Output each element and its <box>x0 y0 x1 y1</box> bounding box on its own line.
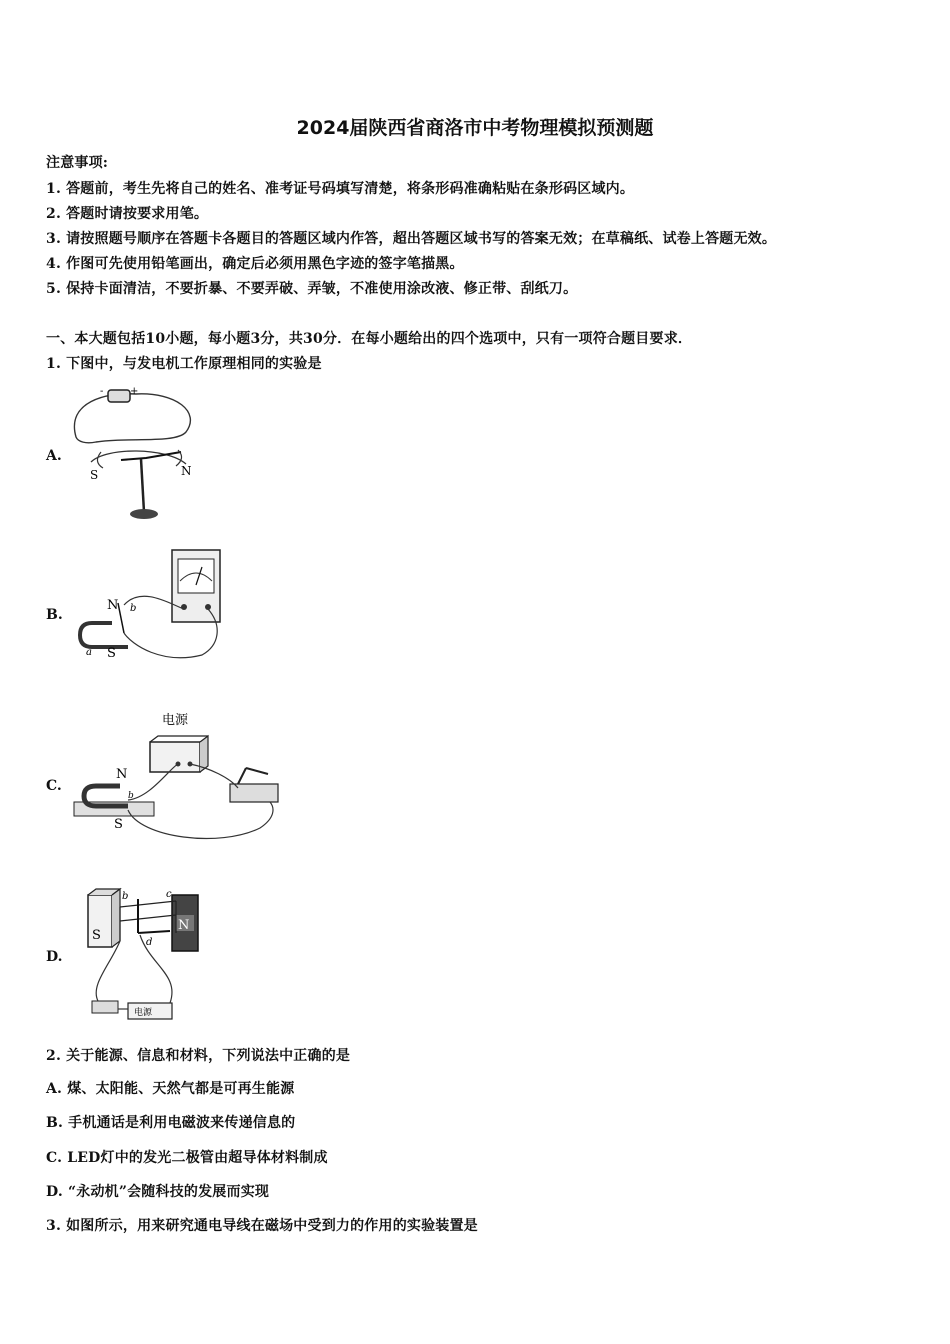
notice-item-4: 4. 作图可先使用铅笔画出，确定后必须用黑色字迹的签字笔描黑。 <box>46 256 464 272</box>
fig-d-s: S <box>92 928 101 943</box>
notice-item-2: 2. 答题时请按要求用笔。 <box>46 206 209 222</box>
notice-item-3: 3. 请按照题号顺序在答题卡各题目的答题区域内作答，超出答题区域书写的答案无效；在草稿纸、试卷上答题无效。 <box>46 231 777 247</box>
q1-option-c-figure <box>70 708 290 848</box>
fig-c-n: N <box>116 767 128 782</box>
q1-option-a-figure <box>66 382 206 527</box>
q1-option-d-label: D. <box>46 949 63 965</box>
section-1-heading: 一、本大题包括10小题，每小题3分，共30分．在每小题给出的四个选项中，只有一项符合题目要求． <box>46 331 693 347</box>
fig-b-a: a <box>86 647 92 658</box>
q2-option-c: C. LED灯中的发光二极管由超导体材料制成 <box>46 1150 328 1166</box>
fig-b-n: N <box>107 598 119 613</box>
fig-a-plus: + <box>130 386 139 397</box>
q2-option-d: D. “永动机”会随科技的发展而实现 <box>46 1184 270 1200</box>
q1-option-b-label: B. <box>46 607 63 623</box>
q1-option-d-figure <box>80 885 220 1025</box>
fig-d-n: N <box>178 918 190 933</box>
q2-option-b: B. 手机通话是利用电磁波来传递信息的 <box>46 1115 296 1131</box>
fig-b-s: S <box>107 646 116 661</box>
fig-a-minus: - <box>100 386 104 397</box>
fig-c-power: 电源 <box>162 713 189 728</box>
q1-option-b-figure <box>72 545 222 670</box>
q1-option-c-label: C. <box>46 778 62 794</box>
notice-item-5: 5. 保持卡面清洁，不要折暴、不要弄破、弄皱，不准使用涂改液、修正带、刮纸刀。 <box>46 281 578 297</box>
fig-c-s: S <box>114 817 123 832</box>
fig-d-d: d <box>146 937 153 948</box>
fig-b-b: b <box>130 603 137 614</box>
q1-stem: 1. 下图中，与发电机工作原理相同的实验是 <box>46 356 322 372</box>
notice-heading: 注意事项: <box>46 155 109 171</box>
fig-c-b: b <box>128 791 134 801</box>
notice-item-1: 1. 答题前，考生先将自己的姓名、准考证号码填写清楚，将条形码准确粘贴在条形码区域内。 <box>46 181 635 197</box>
page-title: 2024届陕西省商洛市中考物理模拟预测题 <box>296 117 654 139</box>
fig-a-n: N <box>181 464 192 478</box>
fig-a-s: S <box>90 468 99 482</box>
q2-option-a: A. 煤、太阳能、天然气都是可再生能源 <box>46 1081 295 1097</box>
fig-d-c: c <box>166 889 172 900</box>
q3-stem: 3. 如图所示，用来研究通电导线在磁场中受到力的作用的实验装置是 <box>46 1218 478 1234</box>
q2-stem: 2. 关于能源、信息和材料，下列说法中正确的是 <box>46 1048 351 1064</box>
fig-d-power: 电源 <box>134 1008 153 1018</box>
fig-d-b: b <box>122 891 129 902</box>
q1-option-a-label: A. <box>46 448 62 464</box>
